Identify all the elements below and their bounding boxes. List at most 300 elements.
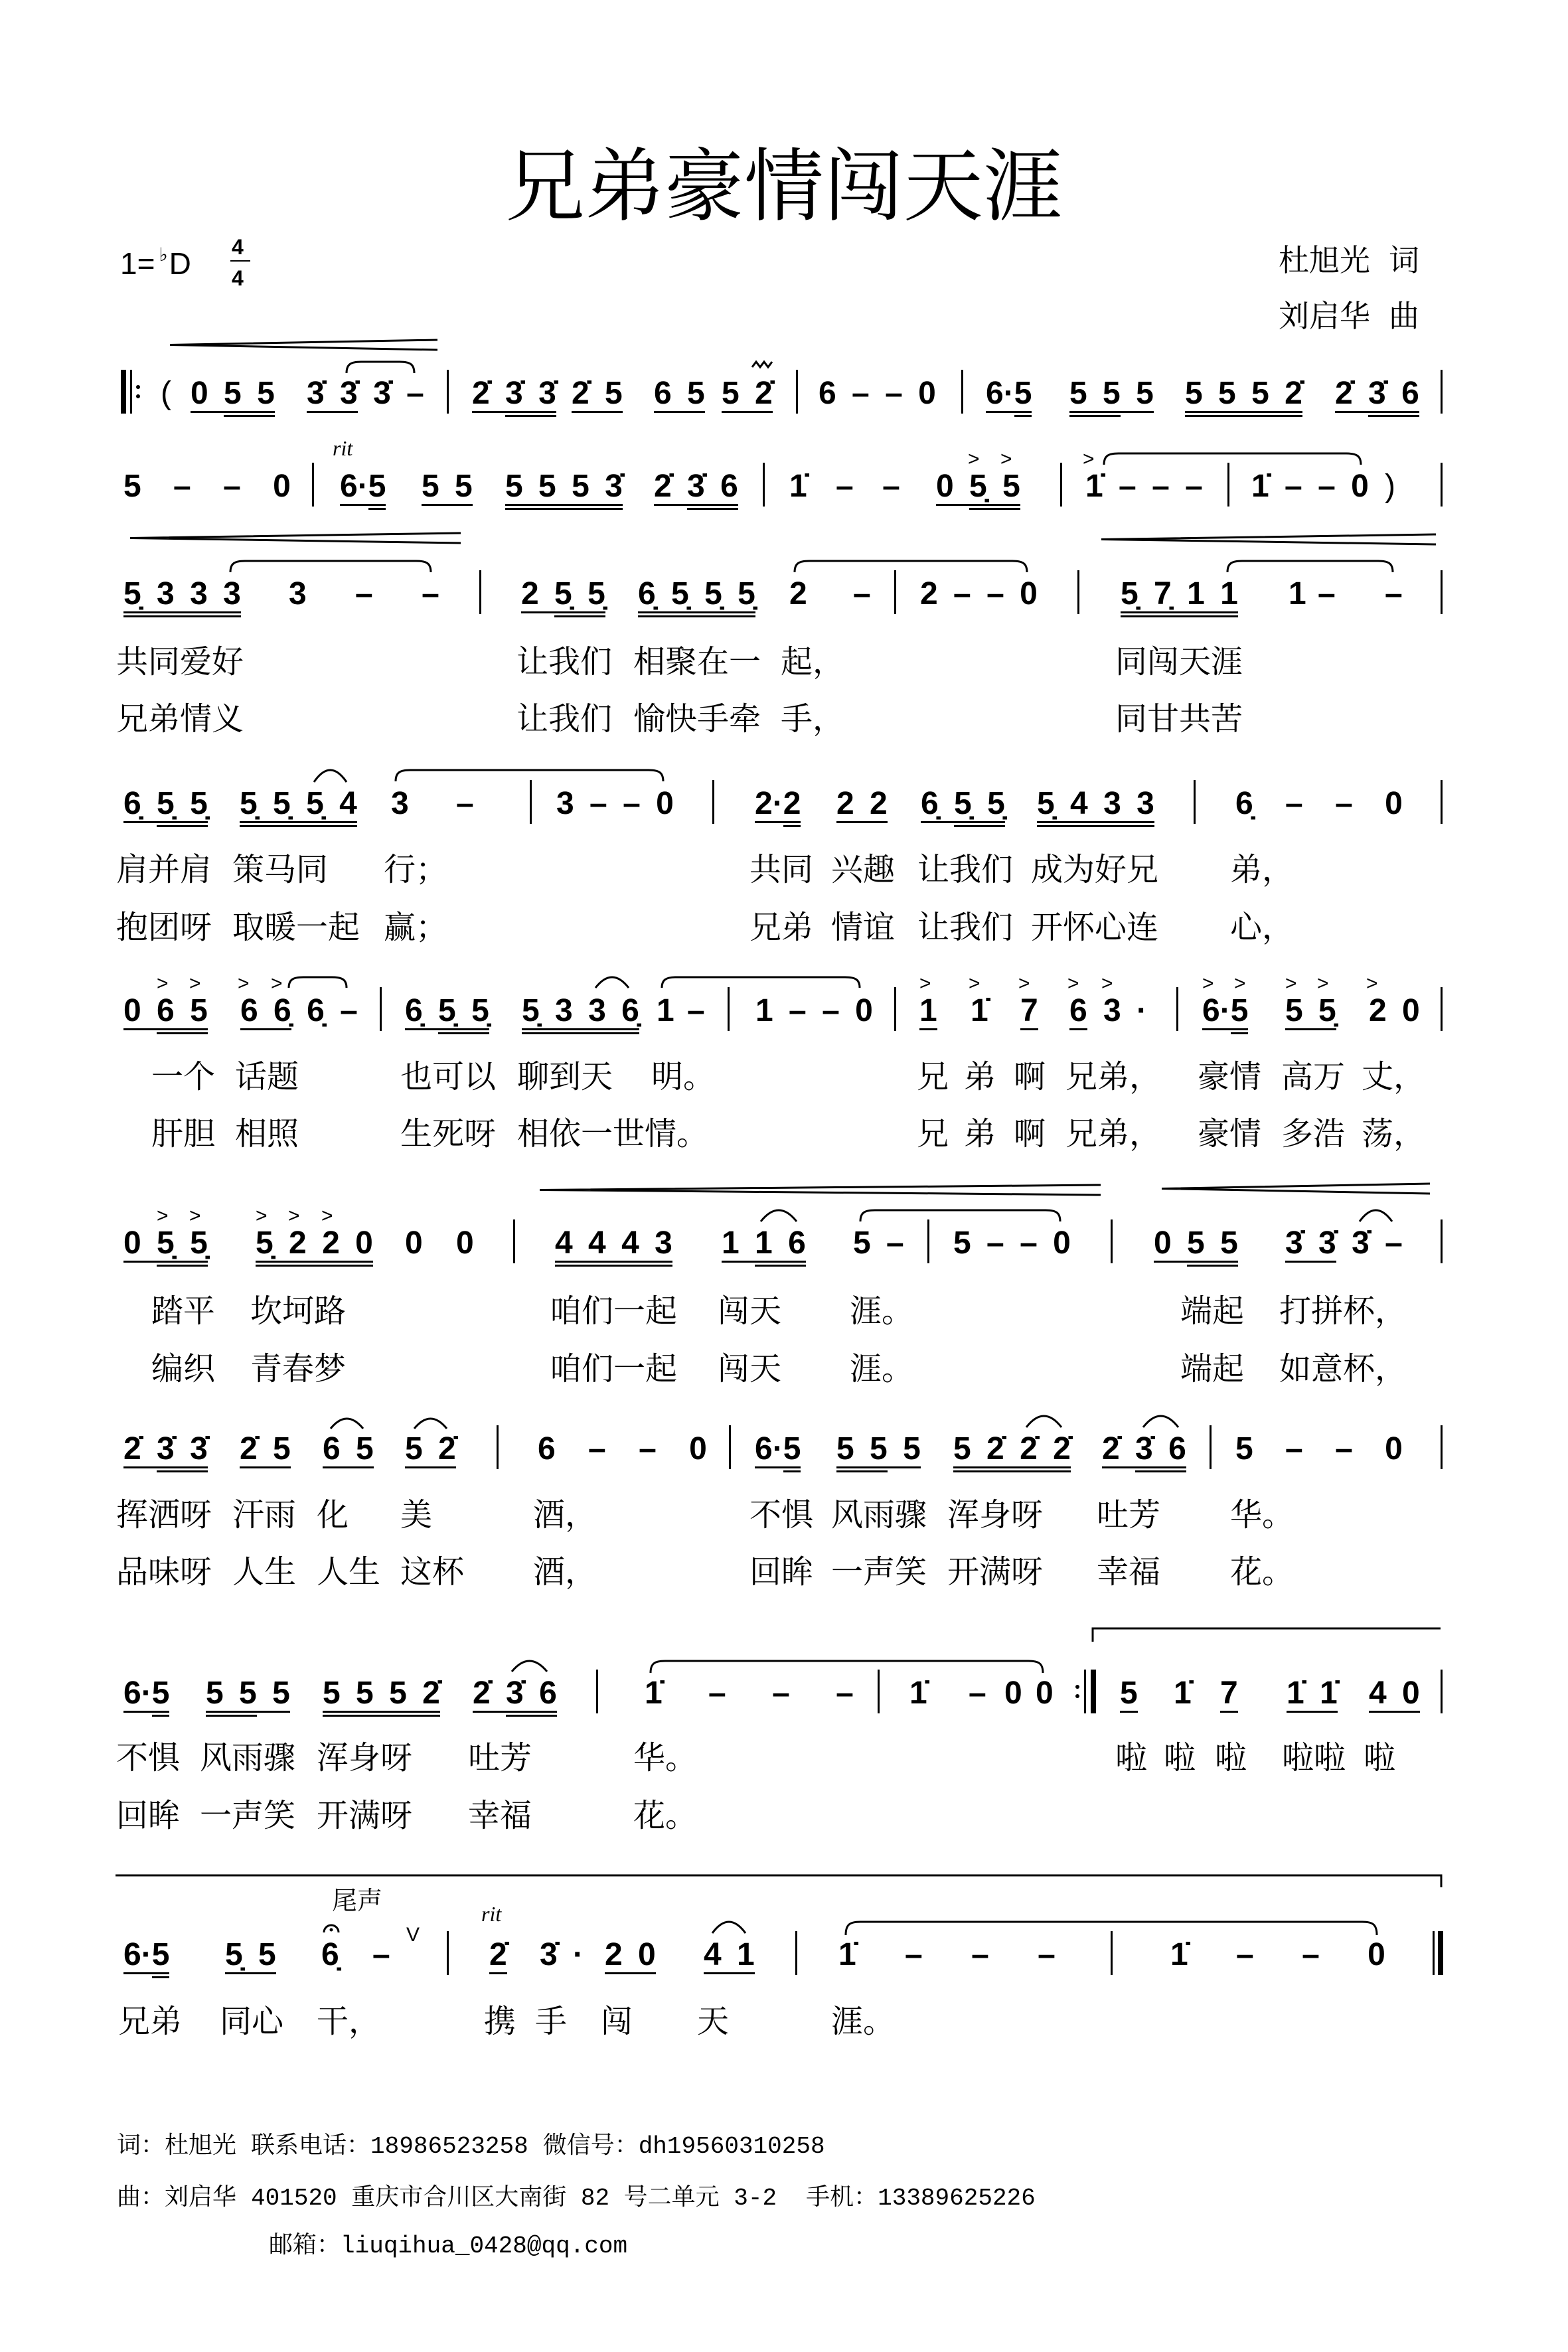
lyricist-name: 杜旭光	[165, 2133, 237, 2160]
sixteenth-beam: 5 2̇ 2̇ 2̇	[953, 1431, 1071, 1472]
accent-mark: >	[189, 973, 201, 994]
flat-icon: ♭	[159, 244, 168, 266]
lyric-segment: 华。	[1230, 1496, 1294, 1533]
eighth-beam	[340, 469, 386, 506]
accent-mark: >	[157, 1205, 169, 1227]
note-group: 6̣ –	[321, 1937, 390, 1972]
barline	[795, 1931, 797, 1975]
sixteenth-beam: 5 5 5 2̇	[1185, 376, 1302, 417]
crescendo-hairpin	[1162, 1184, 1430, 1194]
sixteenth-beam: 3̇ 6	[1135, 1431, 1186, 1472]
note-group	[722, 378, 773, 410]
second-ending-bracket	[1093, 1628, 1441, 1642]
lyric-segment: 一个	[151, 1058, 216, 1095]
accent-mark: >	[1000, 448, 1012, 470]
note-group	[836, 788, 888, 820]
sixteenth-beam: 5 5	[206, 1676, 257, 1717]
note-segment: 6̣	[921, 786, 955, 821]
lyric-segment: 一声笑	[831, 1553, 927, 1591]
accent-mark: >	[157, 973, 169, 994]
note-group	[953, 1433, 1071, 1465]
lyric-segment: 坎坷路	[250, 1293, 347, 1330]
repeat-start-thick-bar	[121, 370, 126, 414]
eighth-beam	[755, 786, 801, 823]
sixteenth-beam: 2	[783, 786, 801, 827]
note-group: 1̇	[971, 993, 988, 1028]
barline	[894, 987, 896, 1031]
key-signature	[120, 244, 191, 283]
accent-mark: >	[1317, 973, 1329, 994]
sixteenth-beam: 5̣ 5̣	[157, 1225, 208, 1267]
composer-credit	[1279, 298, 1419, 334]
lyric-segment: 酒，	[533, 1553, 597, 1591]
note-segment: 6·	[986, 376, 1014, 411]
note-group: 5 – – 0	[123, 469, 291, 504]
composer-role: 曲	[1389, 298, 1419, 334]
note-group	[1220, 1678, 1238, 1709]
lyric-segment: 涯。	[831, 2003, 896, 2040]
accent-mark: >	[288, 1205, 300, 1227]
note-group	[936, 471, 1020, 503]
barline	[1210, 1425, 1212, 1469]
mordent-icon	[752, 362, 772, 367]
lyrics-verse-2	[0, 1553, 1568, 1591]
note-segment: 2̇	[1335, 376, 1369, 411]
eighth-beam	[755, 1431, 801, 1468]
barline	[380, 987, 382, 1031]
mobile-number: 13389625226	[878, 2185, 1036, 2212]
note-group	[123, 995, 208, 1027]
note-group	[473, 1678, 557, 1709]
lyric-segment: 不惧	[749, 1496, 814, 1533]
lyric-segment: 踏平	[151, 1293, 216, 1330]
note-segment: 6·	[340, 469, 368, 504]
sixteenth-beam: 5 5	[1069, 376, 1121, 417]
lyric-segment: 涯。	[850, 1293, 914, 1330]
eighth-beam	[405, 993, 489, 1030]
lyric-segment: 成为好兄	[1031, 851, 1159, 888]
lyric-segment: 美	[400, 1496, 433, 1533]
note-segment: 6·	[123, 1676, 152, 1711]
note-group	[472, 378, 556, 410]
sixteenth-beam: 5̣ 5̣	[554, 576, 605, 617]
note-group: 1̇ – – –	[838, 1937, 1056, 1972]
eighth-beam	[1102, 1431, 1186, 1468]
eighth-beam: 4 0	[1369, 1676, 1420, 1713]
lyric-segment: 弟，	[1230, 851, 1294, 888]
sixteenth-beam: 4 4 4 3	[555, 1225, 672, 1267]
fermata-icon	[324, 1925, 339, 1932]
accent-mark: >	[1285, 973, 1297, 994]
mobile-label: 手机：	[806, 2185, 878, 2212]
eighth-beam: 3̇ 3̇	[307, 376, 358, 413]
note-segment: 2̇	[473, 1676, 507, 1711]
barline	[497, 1425, 499, 1469]
lyric-segment: 相照	[235, 1115, 299, 1152]
sixteenth-beam: 5̣ 3 3 3	[123, 576, 241, 617]
note-group	[1154, 1227, 1238, 1259]
note-group: 5 – – 0	[953, 1225, 1071, 1261]
sixteenth-beam: 5	[783, 1431, 801, 1472]
lyric-segment: 开怀心连	[1031, 909, 1159, 946]
sixteenth-beam: 5	[152, 1937, 170, 1978]
note-segment: 5	[256, 1676, 290, 1711]
eighth-beam	[1335, 376, 1419, 413]
eighth-beam: 5 2̇	[405, 1431, 456, 1468]
note-group	[1285, 995, 1336, 1027]
note-group: 0	[456, 1225, 474, 1261]
repeat-start-thin-bar	[130, 370, 132, 414]
barline	[1441, 570, 1443, 614]
barline	[447, 370, 449, 414]
note-segment: 2̇	[472, 376, 506, 411]
note-group: 3 – –	[289, 576, 439, 611]
eighth-beam: 5 5	[422, 469, 473, 506]
lyric-segment: 相聚在一	[633, 643, 761, 680]
note-group: 1̇ –	[909, 1676, 986, 1711]
lyrics-verse-1	[0, 1293, 1568, 1330]
lyric-segment: 花。	[633, 1797, 698, 1834]
note-segment: 2̇	[1102, 1431, 1136, 1466]
note-group: 3̇ ·	[540, 1937, 584, 1972]
phone-label: 联系电话：	[251, 2133, 371, 2160]
barline	[1060, 463, 1062, 507]
barline	[479, 570, 481, 614]
staff-row-5	[0, 973, 1568, 1028]
note-group	[521, 578, 605, 610]
slur	[314, 770, 347, 782]
barline	[1077, 570, 1079, 614]
note-group	[123, 1433, 208, 1465]
lyric-segment: 手	[535, 2003, 568, 2040]
lyric-segment: 共同	[749, 851, 814, 888]
barline	[513, 1219, 515, 1263]
lyric-segment: 携	[484, 2003, 516, 2040]
lyric-segment: 也可以	[400, 1058, 497, 1095]
slur	[595, 977, 629, 988]
barline	[894, 570, 896, 614]
note-group	[1121, 578, 1238, 610]
note-group	[1287, 1678, 1338, 1709]
note-group: 5 –	[853, 1225, 904, 1261]
note-segment: 6·	[1202, 993, 1231, 1028]
accent-mark: >	[189, 1205, 201, 1227]
barline	[763, 463, 765, 507]
accent-mark: >	[969, 973, 980, 994]
sixteenth-beam: 5̣ 4 3 3	[1037, 786, 1154, 827]
lyric-segment: 人生	[317, 1553, 381, 1591]
note-group	[405, 995, 489, 1027]
note-segment: 2	[521, 576, 555, 611]
eighth-beam	[836, 1431, 921, 1468]
note-segment: 1	[722, 1225, 755, 1261]
note-group	[522, 995, 639, 1027]
slur	[1104, 453, 1361, 465]
lyric-segment: 干，	[317, 2003, 381, 2040]
note-group: 1 –	[657, 993, 705, 1028]
sixteenth-beam: 3̇ 3̇	[157, 1431, 208, 1472]
lyric-segment: 兴趣	[831, 851, 896, 888]
note-segment: 6̣	[405, 993, 439, 1028]
eighth-beam	[986, 376, 1032, 413]
lyric-segment: 肝胆	[151, 1115, 216, 1152]
staff-row-4	[0, 788, 1568, 820]
lyric-segment: 兄弟	[118, 2003, 183, 2040]
lyric-segment: 取暖一起	[232, 909, 360, 946]
lyric-segment: 情谊	[831, 909, 896, 946]
eighth-beam: 2 0	[605, 1937, 656, 1974]
note-segment: 0	[191, 376, 224, 411]
sixteenth-beam: 5 5	[836, 1431, 888, 1472]
barline	[796, 370, 798, 414]
lyrics-verse-1	[0, 851, 1568, 888]
ritardando-marking: rit	[333, 436, 353, 460]
note-group: 2 –	[789, 576, 871, 611]
barline	[1441, 463, 1443, 507]
barline	[878, 1670, 880, 1713]
barline	[1441, 370, 1443, 414]
lyricist-contact-line	[117, 2134, 825, 2160]
lyric-segment: 弟	[964, 1115, 996, 1152]
note-group: 3 –	[391, 786, 474, 821]
lyric-segment: 丈，	[1362, 1058, 1426, 1095]
lyric-segment: 回眸	[116, 1797, 181, 1834]
eighth-beam	[1154, 1225, 1238, 1263]
note-group: 5 – – 0	[1235, 1431, 1403, 1466]
lyric-segment: 兄弟	[749, 909, 814, 946]
lyrics-verse-2	[0, 909, 1568, 946]
sixteenth-beam: 6 5	[157, 993, 208, 1034]
lyrics-verse-1	[0, 1058, 1568, 1095]
lyric-segment: 咱们一起	[550, 1350, 678, 1387]
note-segment: 3̇ –	[1336, 1225, 1403, 1261]
eighth-beam: 4 1	[704, 1937, 755, 1974]
lyric-segment: 豪情	[1198, 1058, 1262, 1095]
crescendo-hairpin	[130, 533, 461, 543]
note-group: 1̇ – –	[789, 469, 900, 504]
accent-mark: >	[321, 1205, 333, 1227]
repeat-dot	[1075, 1694, 1079, 1698]
eighth-beam	[123, 1676, 169, 1713]
note-group	[605, 1939, 656, 1971]
ritardando-marking: rit	[481, 1902, 502, 1926]
phone-number: 18986523258	[370, 2133, 528, 2160]
eighth-beam: 2̇ 5	[240, 1431, 291, 1468]
note-segment: 6̣	[123, 786, 157, 821]
lyric-segment: 高万	[1281, 1058, 1346, 1095]
note-group	[572, 378, 623, 410]
slur	[795, 561, 1027, 572]
eighth-beam: 1	[919, 993, 937, 1030]
barline	[1111, 1219, 1113, 1263]
crescendo-hairpin	[540, 1185, 1101, 1195]
lyric-segment: 品味呀	[116, 1553, 212, 1591]
slur	[1360, 1210, 1392, 1221]
lyric-segment: 这杯	[400, 1553, 465, 1591]
note-group	[240, 995, 358, 1027]
slur	[331, 1419, 363, 1429]
note-group	[256, 1227, 373, 1259]
lyric-segment: 开满呀	[317, 1797, 413, 1834]
accent-mark: >	[256, 1205, 268, 1227]
note-group	[123, 1227, 208, 1259]
note-group	[123, 788, 208, 820]
sixteenth-beam: 5̣ 5̣	[157, 786, 208, 827]
lyric-segment: 兄弟情义	[116, 700, 244, 738]
note-group: 1̇ – – –	[1085, 469, 1203, 504]
lyric-segment: 多浩	[1281, 1115, 1346, 1152]
lyrics-verse-1	[0, 1496, 1568, 1533]
note-group	[405, 1433, 456, 1465]
note-segment: 0	[123, 993, 157, 1028]
note-group	[123, 1678, 169, 1709]
lyric-segment: 花。	[1230, 1553, 1294, 1591]
staff-row-9	[0, 1939, 1568, 1971]
note-group: 1 – – 0	[755, 993, 873, 1028]
accent-mark: >	[1018, 973, 1030, 994]
time-signature-numerator: 4	[232, 235, 244, 259]
sixteenth-beam: 5̣ 2 2 0	[256, 1225, 373, 1267]
accent-mark: >	[919, 973, 931, 994]
eighth-beam: 6 6̣	[240, 993, 291, 1030]
note-group	[340, 471, 386, 503]
eighth-beam: 5 2̇	[722, 376, 773, 413]
eighth-beam	[1069, 376, 1154, 413]
final-barline-thin	[1433, 1931, 1435, 1975]
lyric-segment: 啦	[1364, 1739, 1396, 1776]
note-group	[654, 378, 705, 410]
eighth-beam	[921, 786, 1005, 823]
eighth-beam: 5 5̣	[1285, 993, 1336, 1030]
repeat-dot	[136, 385, 140, 389]
coda-section-line	[116, 1875, 1441, 1887]
email-line	[269, 2233, 627, 2260]
note-group: 1̇ – – –	[645, 1676, 854, 1711]
barline	[1441, 1219, 1443, 1263]
lyric-segment: 豪情	[1198, 1115, 1262, 1152]
slur	[761, 1210, 797, 1221]
lyric-segment: 闯	[601, 2003, 633, 2040]
slur	[1026, 1416, 1061, 1427]
note-group	[836, 1433, 921, 1465]
accent-mark: >	[271, 973, 283, 994]
note-group	[755, 788, 801, 820]
lyric-segment: 闯天	[718, 1293, 782, 1330]
note-segment: 6·	[123, 1937, 152, 1972]
lyrics-verse-2	[0, 1115, 1568, 1152]
sixteenth-beam: 3̇ 6	[506, 1676, 557, 1717]
eighth-beam: 6	[1069, 993, 1087, 1030]
lyric-segment: 让我们	[516, 643, 613, 680]
composer-label: 曲：	[117, 2185, 165, 2212]
accent-mark: >	[1083, 448, 1095, 470]
lyric-segment: 生死呀	[400, 1115, 497, 1152]
lyric-segment: 让我们	[917, 851, 1014, 888]
lyric-segment: 青春梦	[250, 1350, 347, 1387]
slur	[712, 1922, 745, 1933]
barline	[712, 780, 714, 824]
sixteenth-beam: 1 6	[755, 1225, 806, 1267]
note-segment: 2·	[755, 786, 783, 821]
lyric-segment: 兄	[917, 1115, 949, 1152]
postal-address: 401520 重庆市合川区大南街 82 号二单元 3-2	[251, 2185, 777, 2212]
eighth-beam: 6 5	[654, 376, 705, 413]
note-group: 1̇ – – 0	[1170, 1937, 1385, 1972]
note-group	[225, 1939, 276, 1971]
note-group	[722, 1227, 806, 1259]
crescendo-hairpin	[1101, 534, 1436, 544]
note-segment: 6·	[755, 1431, 783, 1466]
note-segment: 5	[1120, 376, 1154, 411]
lyric-segment: 起，	[781, 643, 845, 680]
note-group	[986, 378, 1032, 410]
note-group: 0 0	[1004, 1676, 1054, 1711]
lyrics-verse-1	[0, 643, 1568, 680]
barline	[1176, 987, 1178, 1031]
lyric-segment: 弟	[964, 1058, 996, 1095]
breath-mark: V	[406, 1924, 420, 1946]
sixteenth-beam: 5 5 5 2̇	[323, 1676, 440, 1717]
note-group: 0	[405, 1225, 423, 1261]
lyric-segment: 酒，	[533, 1496, 597, 1533]
slur	[1227, 561, 1393, 572]
close-parenthesis: )	[1385, 469, 1395, 504]
coda-label: 尾声	[332, 1886, 383, 1915]
note-group	[206, 1678, 290, 1709]
barline	[530, 780, 532, 824]
composer-name: 刘启华	[165, 2185, 237, 2212]
lyric-segment: 心，	[1230, 909, 1294, 946]
repeat-end-thick-bar	[1091, 1670, 1096, 1713]
accent-mark: >	[1366, 973, 1378, 994]
staff-row-3	[0, 578, 1568, 610]
eighth-beam: 1̇ 1̇	[1287, 1676, 1338, 1713]
barline	[1111, 1931, 1113, 1975]
barline	[729, 1425, 731, 1469]
note-segment: 2̇	[654, 469, 688, 504]
eighth-beam: 7	[1020, 993, 1038, 1030]
note-group	[422, 471, 473, 503]
fermata-dot	[330, 1928, 333, 1932]
lyric-segment: 兄	[917, 1058, 949, 1095]
eighth-beam: 5	[1120, 1676, 1138, 1713]
accent-mark: >	[238, 973, 250, 994]
note-group: 6 – – 0	[819, 376, 936, 411]
sixteenth-beam: 5̣ 5̣ 5̣ 4	[240, 786, 357, 827]
eighth-beam	[206, 1676, 290, 1713]
note-group: 6̣ – – 0	[1235, 786, 1403, 821]
lyric-segment: 一声笑	[200, 1797, 296, 1834]
barline	[1441, 987, 1443, 1031]
lyric-segment: 兄弟，	[1065, 1058, 1162, 1095]
eighth-beam: 2 2	[836, 786, 888, 823]
lyrics-verse-2	[0, 700, 1568, 738]
lyric-segment: 啦	[1164, 1739, 1196, 1776]
lyrics-verse-1	[0, 1739, 1568, 1776]
note-group	[505, 471, 623, 503]
note-group	[240, 788, 357, 820]
lyric-segment: 啦啦	[1282, 1739, 1346, 1776]
wechat-id: dh19560310258	[638, 2133, 825, 2160]
lyric-segment: 行；	[384, 851, 448, 888]
sixteenth-beam: 5̣ 3 3 6̣	[522, 993, 639, 1034]
barline	[961, 370, 963, 414]
note-group	[638, 578, 755, 610]
eighth-beam: 7	[1220, 1676, 1238, 1713]
lyric-segment: 编织	[151, 1350, 216, 1387]
sixteenth-beam: 5̣ 7̣ 1 1	[1121, 576, 1238, 617]
lyrics-coda	[0, 2003, 1568, 2040]
